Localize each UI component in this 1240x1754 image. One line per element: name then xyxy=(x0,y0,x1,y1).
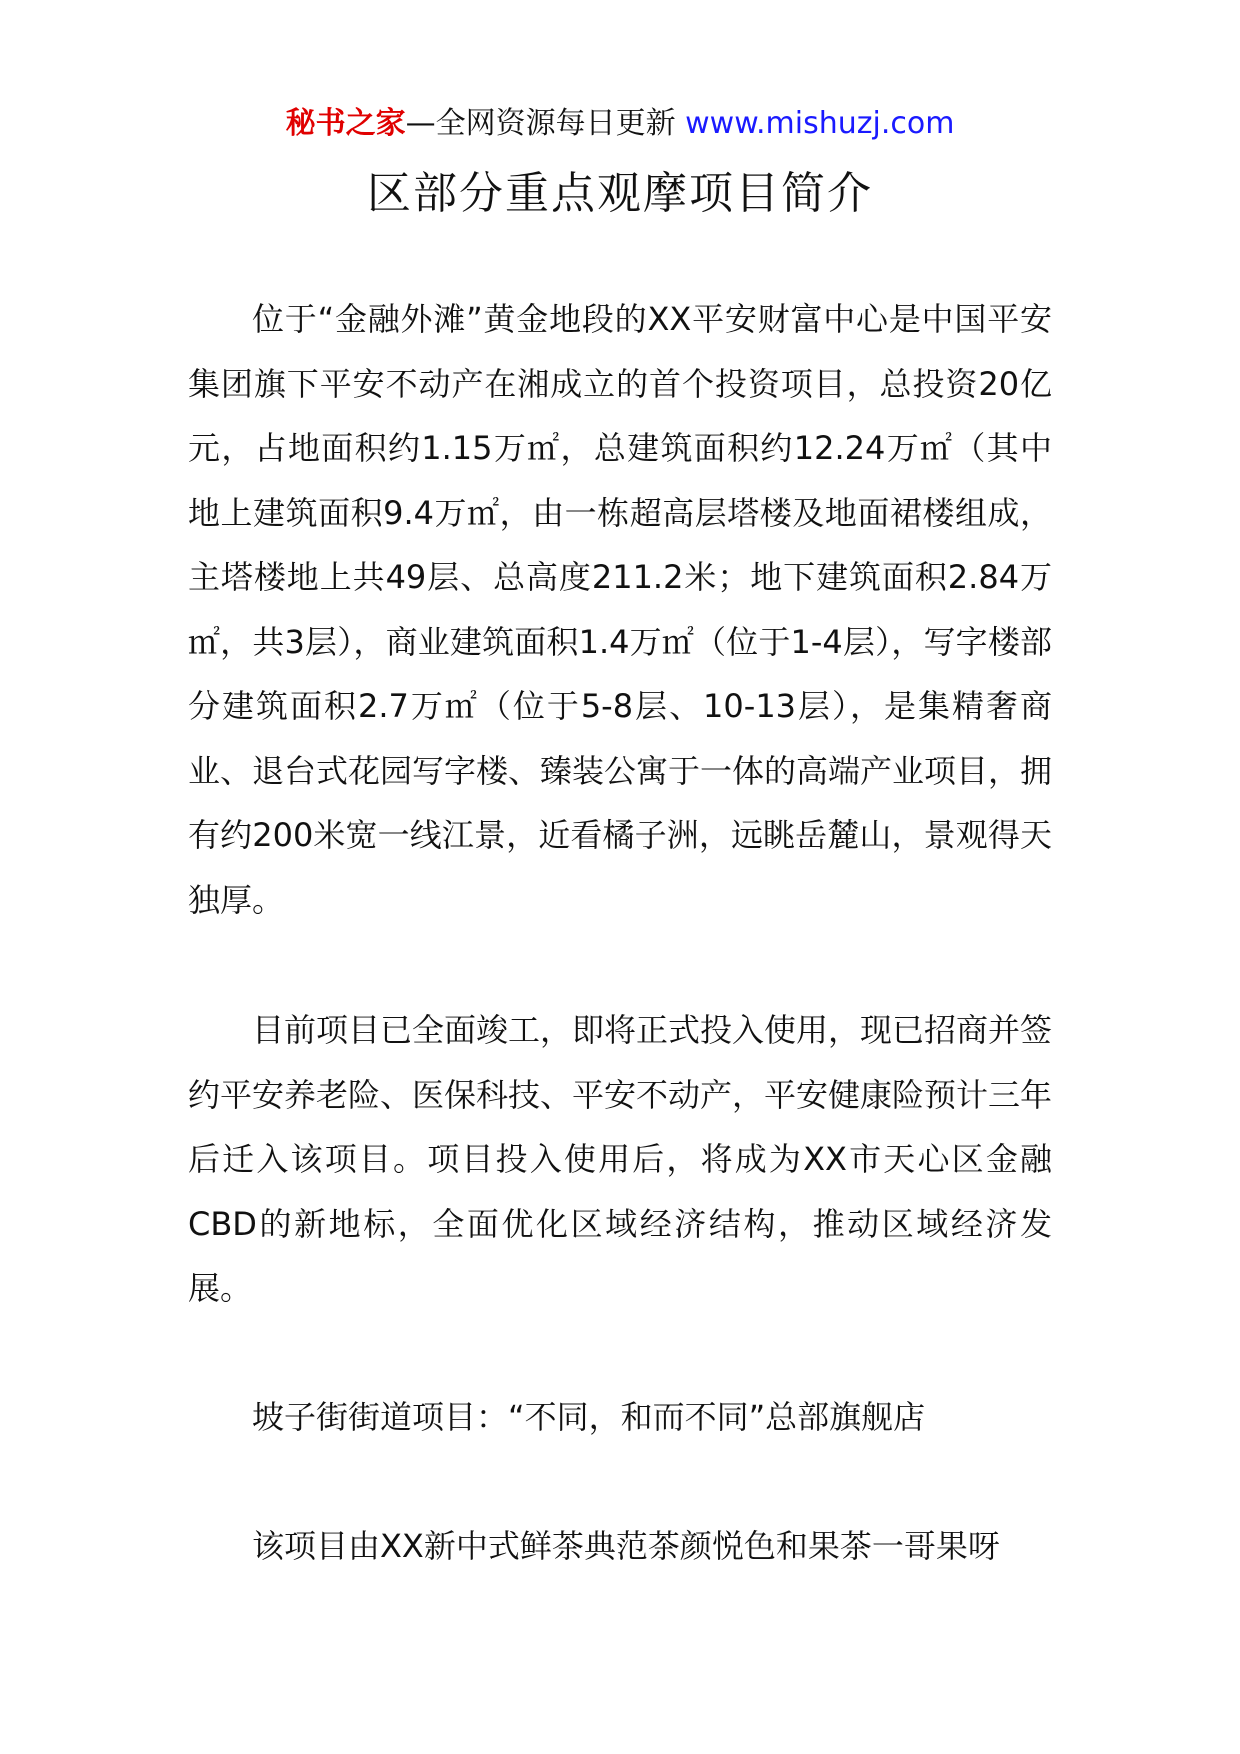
header-tagline: —全网资源每日更新 xyxy=(405,106,686,141)
paragraph-pingan-center: 位于“金融外滩”黄金地段的XX平安财富中心是中国平安集团旗下平安不动产在湘成立的首个投资项目，总投资20亿元，占地面积约1.15万㎡，总建筑面积约12.24万㎡（其中地上建筑面积9.4万㎡，由一栋超高层塔楼及地面裙楼组成，主塔楼地上共49层、总高度211.2米；地下建筑面积2.84万㎡，共3层），商业建筑面积1.4万㎡（位于1-4层），写字楼部分建筑面积2.7万㎡（位于5-8层、10-13层），是集精奢商业、退台式花园写字楼、臻装公寓于一体的高端产业项目，拥有约200米宽一线江景，近看橘子洲，远眺岳麓山，景观得天独厚。 xyxy=(188,300,1053,919)
site-header xyxy=(0,102,1240,146)
paragraph-pozijie-heading: 坡子街街道项目：“不同，和而不同”总部旗舰店 xyxy=(252,1398,926,1436)
site-url-link[interactable]: www.mishuzj.com xyxy=(685,106,955,141)
paragraph-tea-project: 该项目由XX新中式鲜茶典范茶颜悦色和果茶一哥果呀 xyxy=(252,1527,1000,1565)
paragraph-project-status: 目前项目已全面竣工，即将正式投入使用，现已招商并签约平安养老险、医保科技、平安不动产，平安健康险预计三年后迁入该项目。项目投入使用后，将成为XX市天心区金融CBD的新地标，全面优化区域经济结构，推动区域经济发展。 xyxy=(188,1011,1053,1307)
document-title: 区部分重点观摩项目简介 xyxy=(367,168,873,219)
brand-name: 秘书之家 xyxy=(285,106,406,141)
